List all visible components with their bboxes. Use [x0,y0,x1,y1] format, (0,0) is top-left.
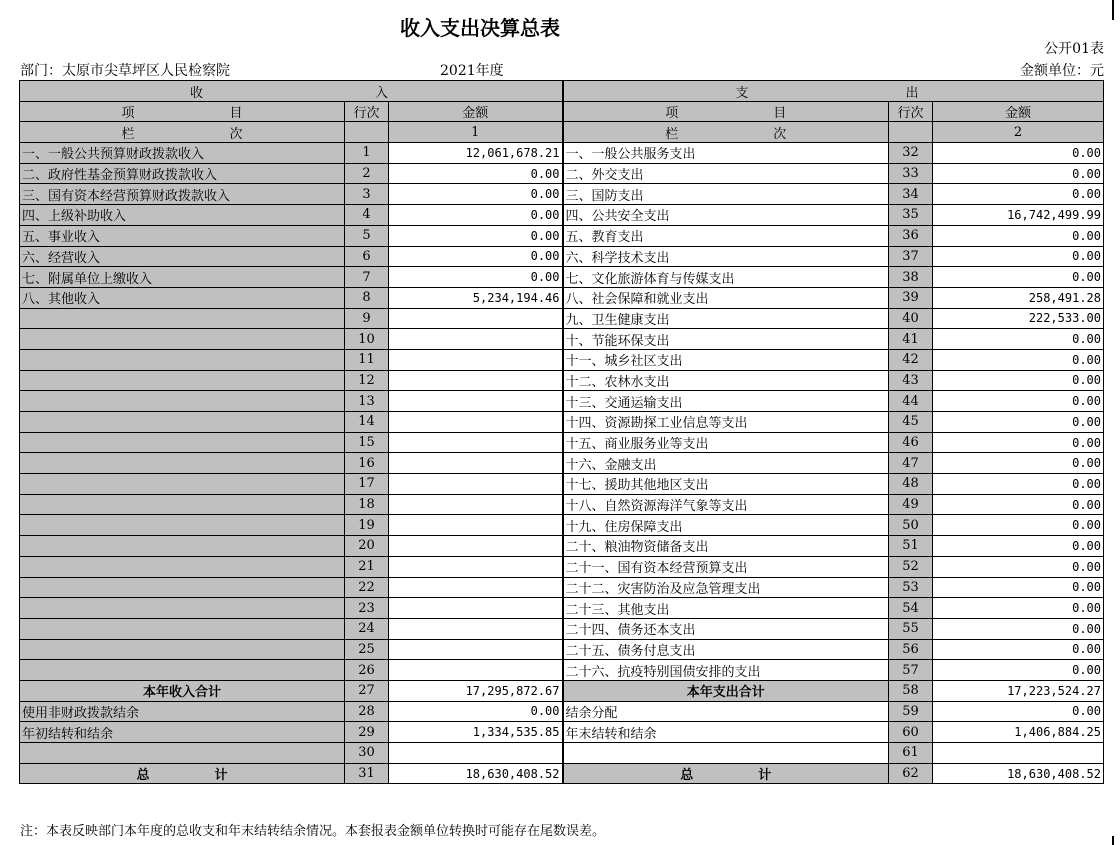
expense-item: 八、社会保障和就业支出 [563,287,889,308]
table-row [20,536,1104,557]
table-row [20,329,1104,350]
income-amount [389,391,563,412]
table-row [20,391,1104,412]
expense-header-a: 支 [735,86,749,101]
income-item [20,598,345,619]
table-row [20,639,1104,660]
expense-amount: 0.00 [933,494,1104,515]
expense-amount: 0.00 [933,639,1104,660]
income-row-no: 26 [345,660,389,681]
income-col-blank [345,122,389,143]
income-row-no: 11 [345,349,389,370]
expense-row-no: 51 [889,536,933,557]
expense-row-no: 37 [889,246,933,267]
expense-item: 十九、住房保障支出 [563,515,889,536]
income-row-no: 15 [345,432,389,453]
expense-row-no: 41 [889,329,933,350]
income-row-no: 28 [345,701,389,722]
income-amount: 0.00 [389,205,563,226]
income-amount [389,577,563,598]
income-row-no: 10 [345,329,389,350]
amount-unit: 金额单位：元 [1020,63,1104,79]
income-item [20,494,345,515]
footnote: 注：本表反映部门本年度的总收支和年末结转结余情况。本套报表金额单位转换时可能存在尾数误差。 [20,824,606,839]
table-row [20,515,1104,536]
income-item: 总 计 [20,763,345,784]
expense-row-no: 60 [889,722,933,743]
income-row-no: 25 [345,639,389,660]
income-amount [389,412,563,433]
income-amount [389,432,563,453]
expense-amount [933,743,1104,764]
income-amount: 12,061,678.21 [389,143,563,164]
expense-item: 十、节能环保支出 [563,329,889,350]
expense-item: 二、外交支出 [563,163,889,184]
income-rowno-header: 行次 [345,101,389,122]
expense-item: 九、卫生健康支出 [563,308,889,329]
expense-amount: 0.00 [933,329,1104,350]
expense-row-no: 38 [889,267,933,288]
income-amount: 17,295,872.67 [389,680,563,701]
expense-row-no: 39 [889,287,933,308]
expense-item: 二十五、债务付息支出 [563,639,889,660]
income-amount [389,660,563,681]
header-row-1 [20,81,1104,102]
income-row-no: 23 [345,598,389,619]
income-item: 三、国有资本经营预算财政拨款收入 [20,184,345,205]
expense-row-no: 54 [889,598,933,619]
income-item: 七、附属单位上缴收入 [20,267,345,288]
income-amount [389,598,563,619]
table-row [20,474,1104,495]
table-row [20,453,1104,474]
expense-amount: 258,491.28 [933,287,1104,308]
income-item [20,349,345,370]
income-header [20,81,563,102]
expense-row-no: 61 [889,743,933,764]
expense-row-no: 43 [889,370,933,391]
income-amount: 18,630,408.52 [389,763,563,784]
expense-item-header: 项 目 [563,101,889,122]
income-item [20,474,345,495]
expense-row-no: 57 [889,660,933,681]
expense-amount: 0.00 [933,515,1104,536]
income-row-no: 6 [345,246,389,267]
income-item-header: 项 目 [20,101,345,122]
income-amount [389,494,563,515]
income-item [20,391,345,412]
expense-row-no: 50 [889,515,933,536]
right-edge-mark-top [1112,0,1114,20]
income-item [20,453,345,474]
income-row-no: 3 [345,184,389,205]
income-item [20,370,345,391]
expense-row-no: 36 [889,225,933,246]
expense-row-no: 56 [889,639,933,660]
income-amount [389,743,563,764]
expense-row-no: 62 [889,763,933,784]
expense-amount: 0.00 [933,556,1104,577]
income-row-no: 9 [345,308,389,329]
expense-row-no: 47 [889,453,933,474]
header-row-3 [20,122,1104,143]
income-col-header: 栏 次 [20,122,345,143]
income-amount [389,618,563,639]
income-amount-header: 金额 [389,101,563,122]
expense-item: 十八、自然资源海洋气象等支出 [563,494,889,515]
income-row-no: 30 [345,743,389,764]
income-amount: 1,334,535.85 [389,722,563,743]
right-edge-mark-bottom [1112,836,1114,845]
expense-item: 十一、城乡社区支出 [563,349,889,370]
table-row [20,743,1104,764]
income-amount: 0.00 [389,246,563,267]
income-item [20,308,345,329]
income-amount: 0.00 [389,267,563,288]
income-amount [389,349,563,370]
income-row-no: 22 [345,577,389,598]
expense-item: 年末结转和结余 [563,722,889,743]
income-item: 年初结转和结余 [20,722,345,743]
expense-amount: 17,223,524.27 [933,680,1104,701]
expense-rowno-header: 行次 [889,101,933,122]
expense-row-no: 53 [889,577,933,598]
table-row [20,577,1104,598]
expense-amount: 222,533.00 [933,308,1104,329]
income-row-no: 1 [345,143,389,164]
expense-amount: 0.00 [933,474,1104,495]
expense-amount: 18,630,408.52 [933,763,1104,784]
income-item: 二、政府性基金预算财政拨款收入 [20,163,345,184]
table-row [20,308,1104,329]
expense-amount: 0.00 [933,143,1104,164]
table-row [20,494,1104,515]
table-row [20,163,1104,184]
expense-item: 一、一般公共服务支出 [563,143,889,164]
income-item [20,660,345,681]
table-row [20,722,1104,743]
table-row [20,763,1104,784]
income-item: 八、其他收入 [20,287,345,308]
expense-col-header: 栏 次 [563,122,889,143]
income-row-no: 14 [345,412,389,433]
income-row-no: 24 [345,618,389,639]
income-item [20,556,345,577]
expense-amount: 0.00 [933,267,1104,288]
income-item [20,743,345,764]
income-row-no: 13 [345,391,389,412]
table-row [20,701,1104,722]
expense-amount: 0.00 [933,701,1104,722]
header-row-2 [20,101,1104,122]
income-row-no: 5 [345,225,389,246]
income-amount [389,556,563,577]
expense-amount: 0.00 [933,536,1104,557]
income-expense-table [19,80,1104,784]
expense-item: 十七、援助其他地区支出 [563,474,889,495]
department-label: 部门：太原市尖草坪区人民检察院 [20,63,230,79]
expense-header-b: 出 [905,86,919,101]
table-row [20,349,1104,370]
expense-amount: 0.00 [933,225,1104,246]
expense-item: 总 计 [563,763,889,784]
table-row [20,287,1104,308]
income-item [20,618,345,639]
expense-item: 十四、资源勘探工业信息等支出 [563,412,889,433]
income-row-no: 19 [345,515,389,536]
table-row [20,205,1104,226]
income-amount [389,536,563,557]
expense-row-no: 44 [889,391,933,412]
expense-item [563,743,889,764]
income-row-no: 18 [345,494,389,515]
income-amount: 0.00 [389,225,563,246]
expense-item: 二十一、国有资本经营预算支出 [563,556,889,577]
income-item [20,577,345,598]
expense-item: 六、科学技术支出 [563,246,889,267]
income-row-no: 20 [345,536,389,557]
income-item [20,432,345,453]
expense-row-no: 48 [889,474,933,495]
expense-amount: 0.00 [933,432,1104,453]
table-row [20,143,1104,164]
expense-amount: 0.00 [933,163,1104,184]
income-item: 五、事业收入 [20,225,345,246]
expense-header [563,81,1104,102]
expense-amount: 0.00 [933,618,1104,639]
expense-row-no: 35 [889,205,933,226]
income-header-b: 入 [375,86,389,101]
expense-row-no: 33 [889,163,933,184]
expense-item: 本年支出合计 [563,680,889,701]
income-item: 六、经营收入 [20,246,345,267]
income-item [20,536,345,557]
income-row-no: 29 [345,722,389,743]
table-row [20,432,1104,453]
expense-amount: 0.00 [933,660,1104,681]
expense-row-no: 49 [889,494,933,515]
expense-item: 七、文化旅游体育与传媒支出 [563,267,889,288]
income-amount [389,515,563,536]
expense-amount-header: 金额 [933,101,1104,122]
income-amount: 5,234,194.46 [389,287,563,308]
expense-amount: 1,406,884.25 [933,722,1104,743]
expense-item: 十三、交通运输支出 [563,391,889,412]
expense-item: 二十六、抗疫特别国债安排的支出 [563,660,889,681]
income-row-no: 2 [345,163,389,184]
form-code: 公开01表 [1044,41,1104,57]
income-row-no: 7 [345,267,389,288]
income-row-no: 27 [345,680,389,701]
income-item [20,329,345,350]
expense-row-no: 58 [889,680,933,701]
income-amount [389,453,563,474]
income-amount [389,474,563,495]
table-row [20,370,1104,391]
income-row-no: 12 [345,370,389,391]
expense-item: 五、教育支出 [563,225,889,246]
expense-item: 二十、粮油物资储备支出 [563,536,889,557]
expense-item: 十五、商业服务业等支出 [563,432,889,453]
table-row [20,660,1104,681]
table-row [20,267,1104,288]
income-amount: 0.00 [389,163,563,184]
expense-amount: 0.00 [933,577,1104,598]
table-row [20,225,1104,246]
expense-item: 十二、农林水支出 [563,370,889,391]
income-item: 使用非财政拨款结余 [20,701,345,722]
expense-amount: 0.00 [933,184,1104,205]
expense-amount: 0.00 [933,246,1104,267]
income-row-no: 17 [345,474,389,495]
expense-amount: 0.00 [933,349,1104,370]
income-item: 四、上级补助收入 [20,205,345,226]
expense-item: 二十二、灾害防治及应急管理支出 [563,577,889,598]
expense-item: 二十四、债务还本支出 [563,618,889,639]
income-row-no: 4 [345,205,389,226]
expense-item: 十六、金融支出 [563,453,889,474]
income-amount: 0.00 [389,184,563,205]
report-title: 收入支出决算总表 [400,16,560,40]
income-amount [389,639,563,660]
expense-col-number: 2 [933,122,1104,143]
income-item [20,515,345,536]
expense-amount: 0.00 [933,412,1104,433]
table-row [20,680,1104,701]
expense-row-no: 55 [889,618,933,639]
income-row-no: 8 [345,287,389,308]
table-row [20,184,1104,205]
expense-amount: 0.00 [933,453,1104,474]
income-item: 本年收入合计 [20,680,345,701]
income-header-a: 收 [190,86,204,101]
income-item: 一、一般公共预算财政拨款收入 [20,143,345,164]
fiscal-year: 2021年度 [440,63,504,79]
table-row [20,598,1104,619]
expense-row-no: 59 [889,701,933,722]
table-row [20,618,1104,639]
expense-amount: 0.00 [933,391,1104,412]
expense-row-no: 45 [889,412,933,433]
expense-item: 三、国防支出 [563,184,889,205]
expense-row-no: 42 [889,349,933,370]
income-item [20,412,345,433]
table-row [20,246,1104,267]
income-amount: 0.00 [389,701,563,722]
income-amount [389,308,563,329]
expense-row-no: 34 [889,184,933,205]
expense-row-no: 52 [889,556,933,577]
table-row [20,412,1104,433]
income-row-no: 31 [345,763,389,784]
expense-amount: 0.00 [933,598,1104,619]
income-amount [389,370,563,391]
income-col-number: 1 [389,122,563,143]
expense-row-no: 46 [889,432,933,453]
income-amount [389,329,563,350]
expense-item: 四、公共安全支出 [563,205,889,226]
table-row [20,556,1104,577]
expense-item: 结余分配 [563,701,889,722]
expense-row-no: 40 [889,308,933,329]
expense-col-blank [889,122,933,143]
expense-item: 二十三、其他支出 [563,598,889,619]
expense-row-no: 32 [889,143,933,164]
expense-amount: 16,742,499.99 [933,205,1104,226]
income-row-no: 21 [345,556,389,577]
expense-amount: 0.00 [933,370,1104,391]
income-item [20,639,345,660]
income-row-no: 16 [345,453,389,474]
